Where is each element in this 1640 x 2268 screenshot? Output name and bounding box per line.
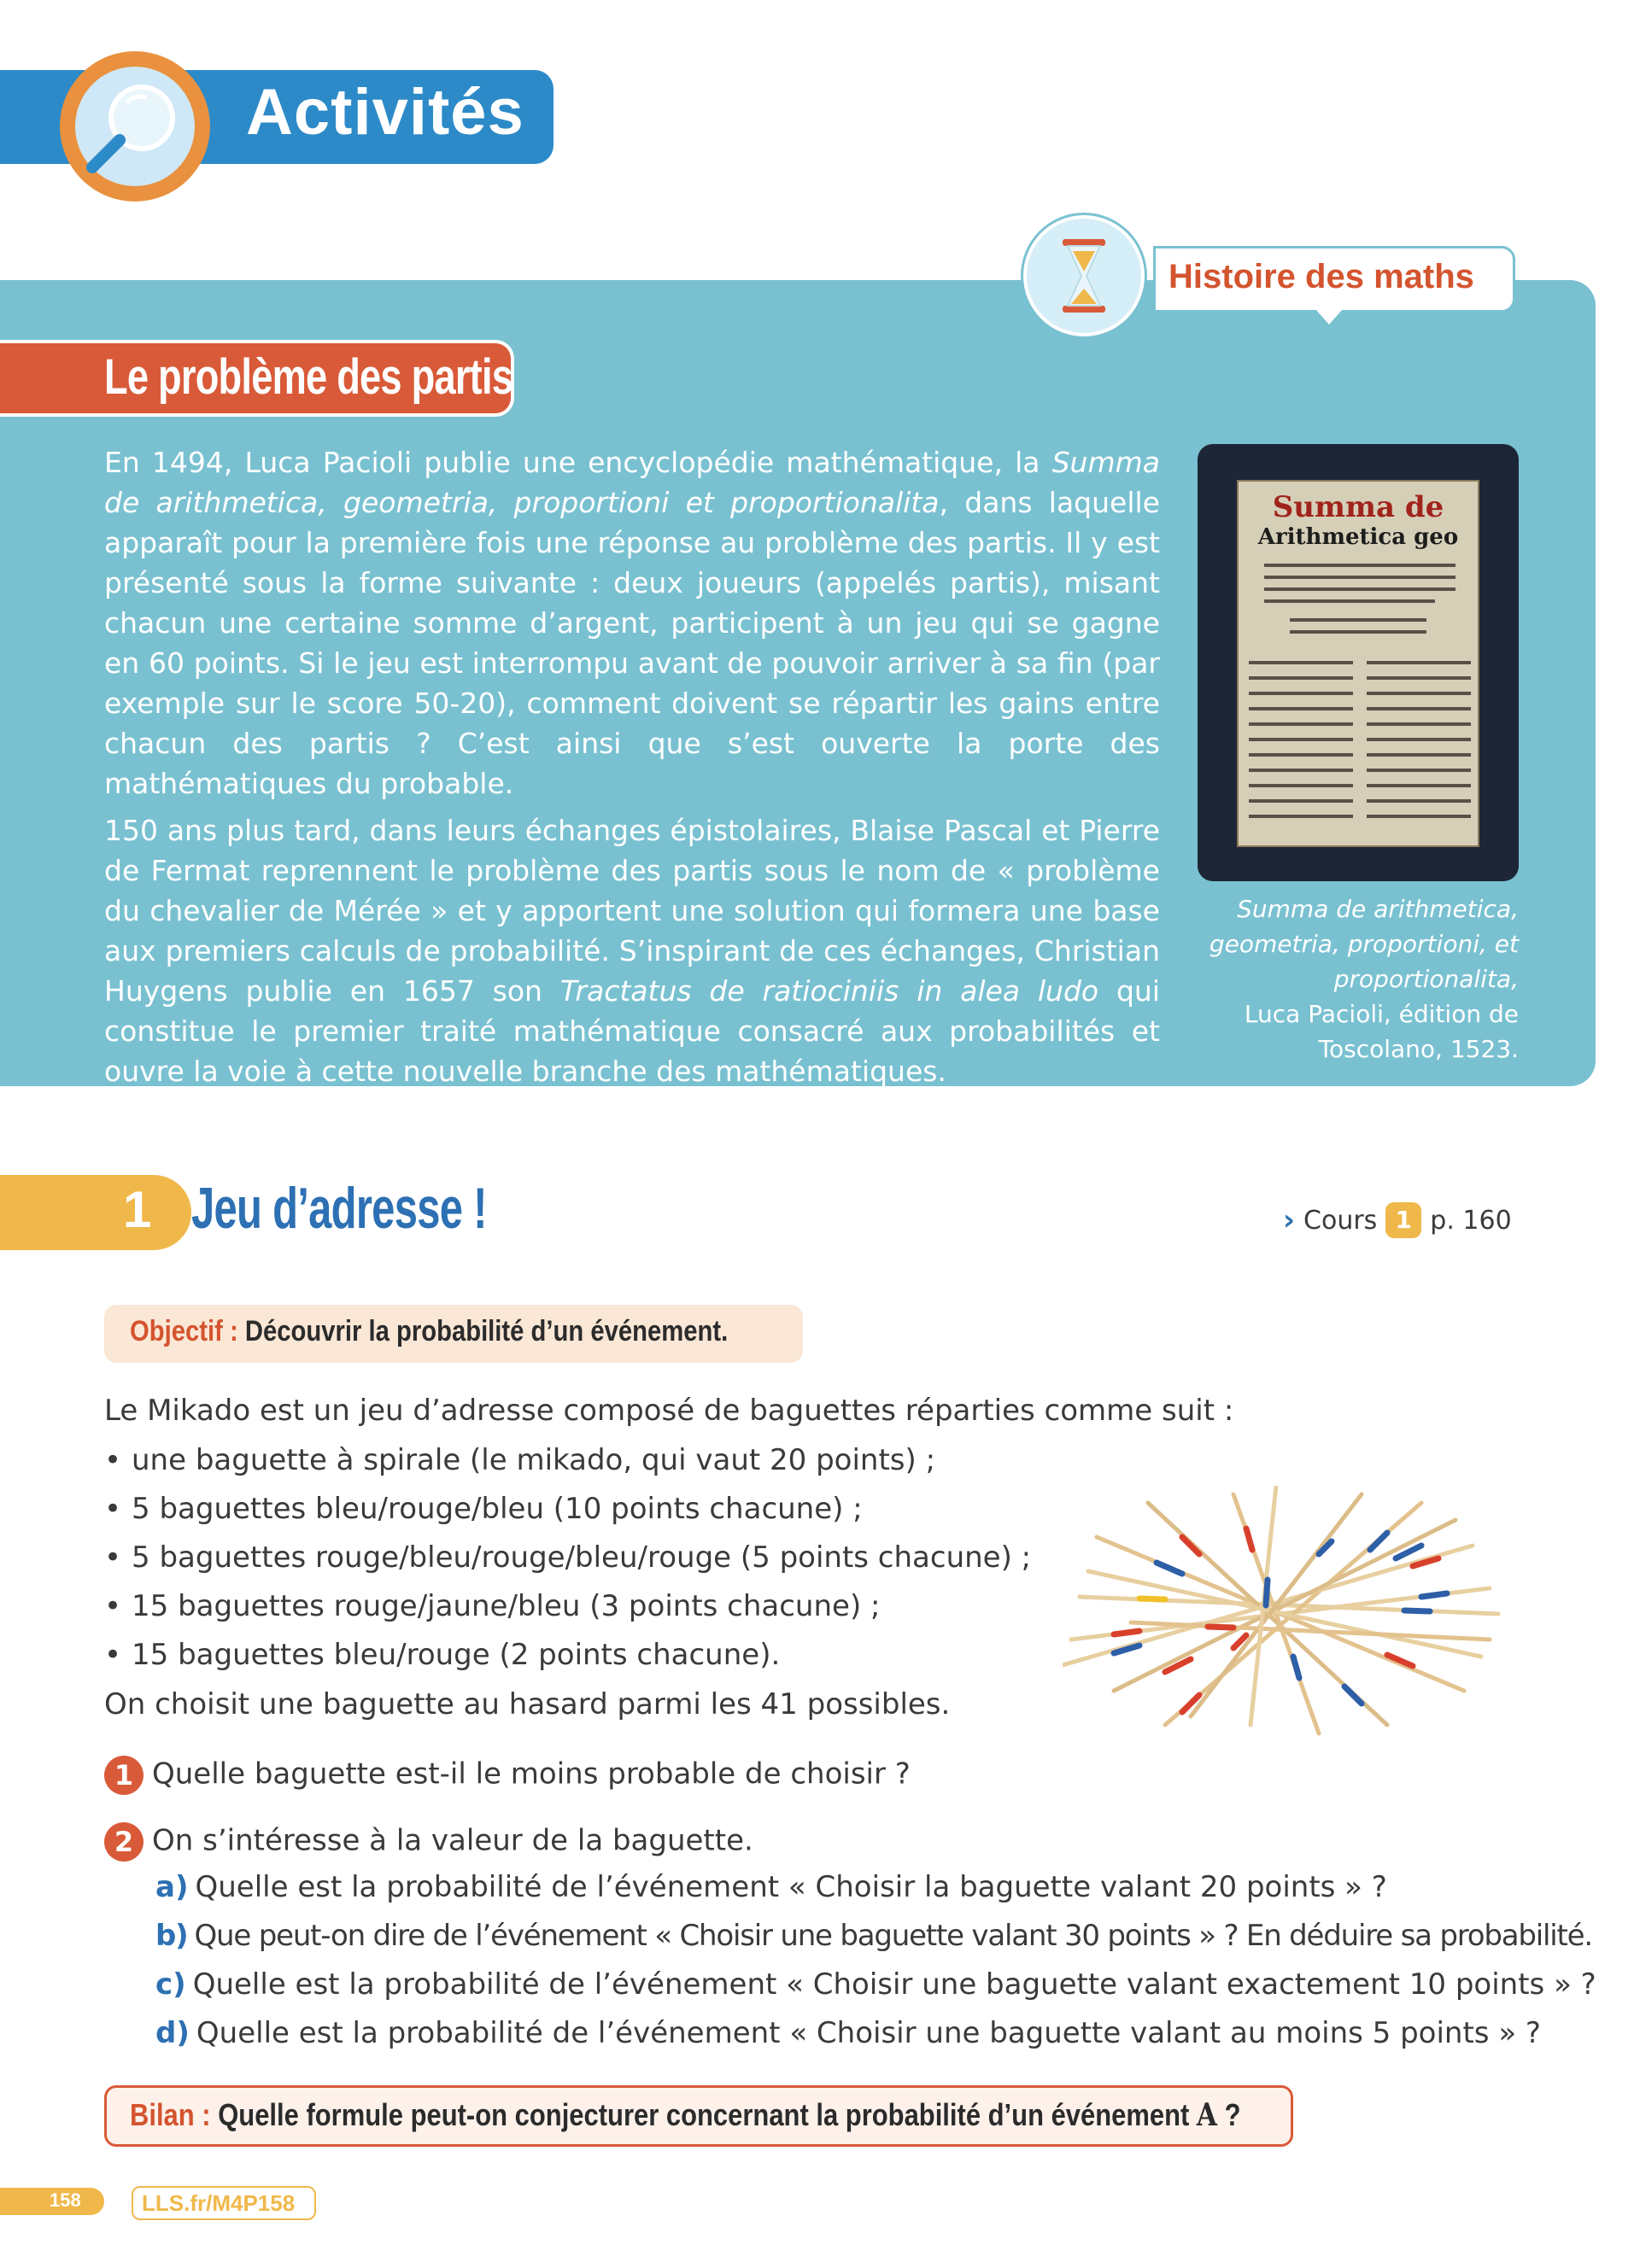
choice-text: On choisit une baguette au hasard parmi les 41 possibles.	[104, 1687, 951, 1721]
chevron-right-icon: ›	[1283, 1203, 1296, 1237]
cours-reference-link[interactable]	[1283, 1202, 1512, 1238]
objectif-text: Objectif : Découvrir la probabilité d’un événement.	[130, 1315, 729, 1347]
mikado-sticks-image	[1063, 1486, 1507, 1742]
histoire-badge-label: Histoire des maths	[1168, 258, 1474, 295]
caption-credit: Luca Pacioli, édition de Toscolano, 1523.	[1244, 1000, 1519, 1063]
histoire-text	[104, 442, 1160, 1098]
question-1: 1 Quelle baguette est-il le moins probable de choisir ?	[104, 1756, 911, 1795]
cours-number-badge: 1	[1385, 1202, 1421, 1238]
cours-label: Cours	[1303, 1205, 1378, 1236]
histoire-paragraph-2: 150 ans plus tard, dans leurs échanges épistolaires, Blaise Pascal et Pierre de Fermat reprennent le problème des partis sous le nom de « problème du chevalier de Mérée » et y apportent une solution qui formera une base aux premiers calculs de probabilité. S’inspirant de ces échanges, Christian Huygens publie en 1657 son Tractatus de ratiociniis in alea ludo qui constitue le premier traité mathématique consacré aux probabilités et ouvre la voie à cette nouvelle branche des mathématiques.	[104, 814, 1160, 1088]
question-2: 2 On s’intéresse à la valeur de la baguette.	[104, 1822, 753, 1862]
sub-question-a: a) Quelle est la probabilité de l’événement « Choisir la baguette valant 20 points » ?	[155, 1870, 1387, 1904]
section-number: 1	[123, 1181, 152, 1238]
sub-question-b: b) Que peut-on dire de l’événement « Choisir une baguette valant 30 points » ? En déduire sa probabilité.	[155, 1919, 1592, 1953]
list-item: • 15 baguettes rouge/jaune/bleu (3 points chacune) ;	[104, 1589, 881, 1623]
sub-question-c: c) Quelle est la probabilité de l’événement « Choisir une baguette valant exactement 10 points » ?	[155, 1967, 1596, 2002]
caption-title: Summa de arithmetica, geometria, proportioni, et proportionalita,	[1209, 895, 1519, 993]
list-item: • une baguette à spirale (le mikado, qui vaut 20 points) ;	[104, 1443, 936, 1477]
lls-link[interactable]: LLS.fr/M4P158	[142, 2190, 296, 2216]
section-number-tab	[0, 1175, 191, 1250]
book-title-line-2: Arithmetica geo	[1257, 524, 1459, 550]
cours-page: p. 160	[1430, 1205, 1512, 1236]
section-title: Jeu d’adresse !	[191, 1176, 487, 1241]
book-title-line-1: Summa de	[1272, 490, 1444, 524]
magnifier-icon	[75, 67, 195, 186]
book-caption	[1187, 891, 1519, 1067]
list-item: • 15 baguettes bleu/rouge (2 points chacune).	[104, 1638, 781, 1672]
list-item: • 5 baguettes bleu/rouge/bleu (10 points chacune) ;	[104, 1492, 863, 1526]
histoire-paragraph-1: En 1494, Luca Pacioli publie une encyclopédie mathématique, la Summa de arithmetica, geometria, proportioni et proportionalita, dans laquelle apparaît pour la première fois une réponse au problème des partis. Il y est présenté sous la forme suivante : deux joueurs (appelés partis), misant chacun une certaine somme d’argent, participent à un jeu qui se gagne en 60 points. Si le jeu est interrompu avant de pouvoir arriver à sa fin (par exemple sur le score 50-20), comment doivent se répartir les gains entre chacun des partis ? C’est ainsi que s’est ouverte la porte des mathématiques du probable.	[104, 446, 1160, 800]
histoire-badge-tail	[1315, 309, 1343, 324]
probleme-title: Le problème des partis	[104, 349, 513, 405]
sub-question-d: d) Quelle est la probabilité de l’événement « Choisir une baguette valant au moins 5 points » ?	[155, 2016, 1541, 2050]
summa-book-image	[1198, 444, 1519, 881]
intro-text: Le Mikado est un jeu d’adresse composé de baguettes réparties comme suit :	[104, 1394, 1234, 1428]
book-page	[1237, 480, 1479, 847]
page-title: Activités	[246, 76, 524, 149]
bilan-text: Bilan : Quelle formule peut-on conjecturer concernant la probabilité d’un événement A ?	[130, 2097, 1241, 2133]
page-number: 158	[50, 2189, 81, 2211]
hourglass-icon	[1030, 222, 1138, 330]
list-item: • 5 baguettes rouge/bleu/rouge/bleu/rouge (5 points chacune) ;	[104, 1540, 1032, 1575]
